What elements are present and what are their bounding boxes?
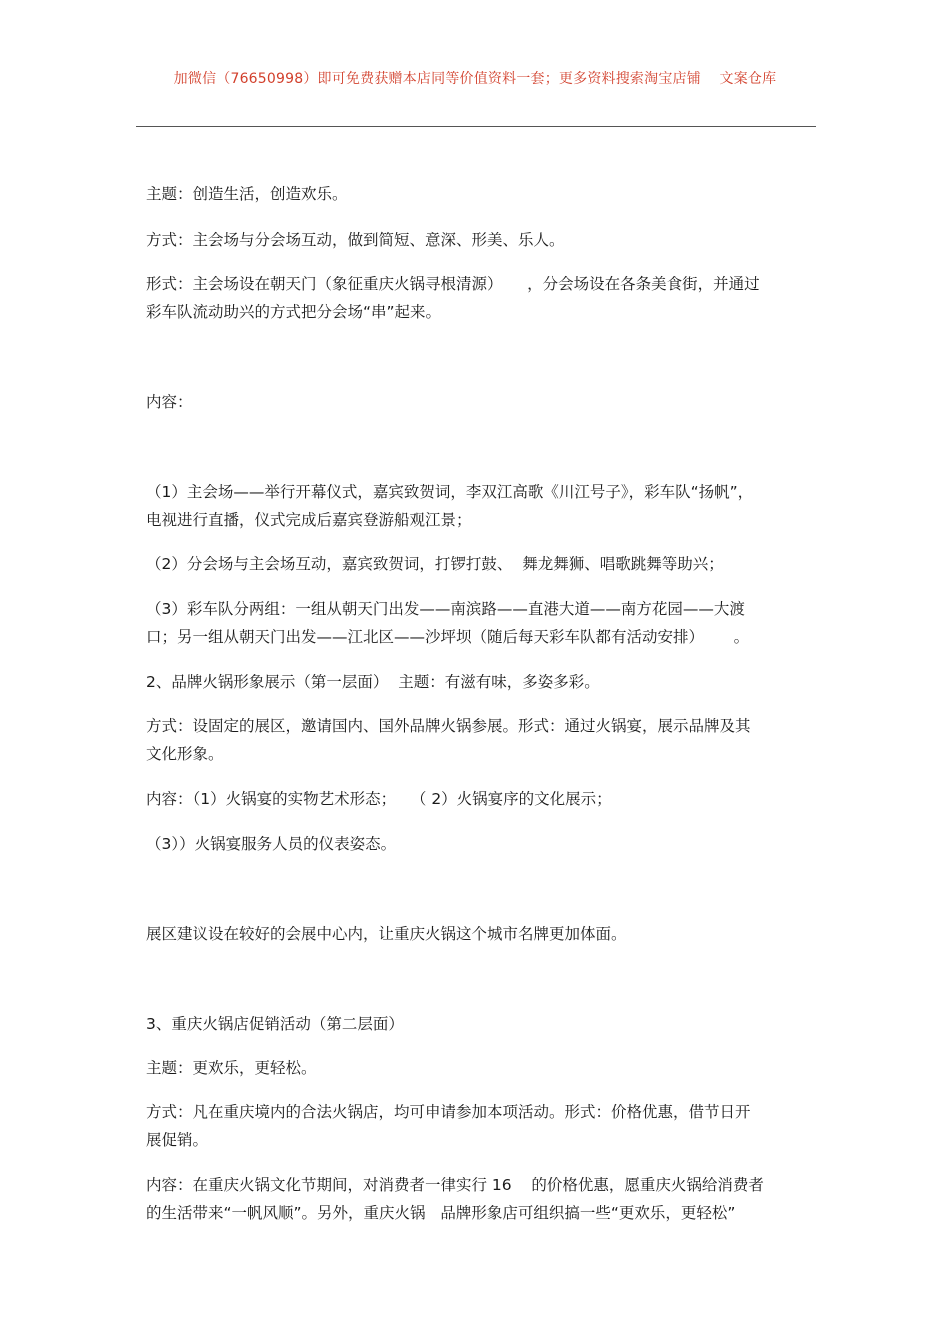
- paragraph-item3-line2: 口；另一组从朝天门出发——江北区——沙坪坝（随后每天彩车队都有活动安排） 。: [146, 628, 750, 646]
- paragraph-s3-theme: 主题：更欢乐，更轻松。: [146, 1059, 317, 1077]
- paragraph-method: 方式：主会场与分会场互动，做到简短、意深、形美、乐人。: [146, 231, 565, 249]
- header-divider: [136, 126, 816, 127]
- paragraph-item2: （2）分会场与主会场互动，嘉宾致贺词，打锣打鼓、 舞龙舞狮、唱歌跳舞等助兴；: [146, 555, 724, 573]
- paragraph-s2-item3: （3））火锅宴服务人员的仪表姿态。: [146, 835, 397, 853]
- paragraph-form-line2: 彩车队流动助兴的方式把分会场“串”起来。: [146, 303, 442, 321]
- paragraph-exhibition-note: 展区建议设在较好的会展中心内，让重庆火锅这个城市名牌更加体面。: [146, 925, 627, 943]
- paragraph-form-line1: 形式：主会场设在朝天门（象征重庆火锅寻根清源） ，分会场设在各条美食街，并通过: [146, 275, 760, 293]
- paragraph-s2-content: 内容：（1）火锅宴的实物艺术形态； （ 2）火锅宴序的文化展示；: [146, 790, 612, 808]
- section-3-heading: 3、重庆火锅店促销活动（第二层面）: [146, 1015, 404, 1033]
- paragraph-item1-line1: （1）主会场——举行开幕仪式，嘉宾致贺词，李双江高歌《川江号子》，彩车队“扬帆”，: [146, 483, 754, 501]
- paragraph-s2-method-line2: 文化形象。: [146, 745, 224, 763]
- paragraph-s3-method-line1: 方式：凡在重庆境内的合法火锅店，均可申请参加本项活动。形式：价格优惠，借节日开: [146, 1103, 751, 1121]
- header-promo-note: 加微信（76650998）即可免费获赠本店同等价值资料一套；更多资料搜索淘宝店铺 文案仓库: [173, 71, 777, 87]
- paragraph-item3-line1: （3）彩车队分两组：一组从朝天门出发——南滨路——直港大道——南方花园——大渡: [146, 600, 745, 618]
- paragraph-s3-method-line2: 展促销。: [146, 1131, 209, 1149]
- paragraph-content-heading: 内容：: [146, 393, 193, 411]
- section-2-heading: 2、品牌火锅形象展示（第一层面） 主题：有滋有味，多姿多彩。: [146, 673, 600, 691]
- paragraph-theme: 主题：创造生活，创造欢乐。: [146, 185, 348, 203]
- paragraph-s3-content-line1: 内容：在重庆火锅文化节期间，对消费者一律实行 16 的价格优惠，愿重庆火锅给消费者: [146, 1176, 764, 1194]
- paragraph-s3-content-line2: 的生活带来“一帆风顺”。另外，重庆火锅 品牌形象店可组织搞一些“更欢乐，更轻松”: [146, 1204, 736, 1222]
- paragraph-item1-line2: 电视进行直播，仪式完成后嘉宾登游船观江景；: [146, 511, 472, 529]
- paragraph-s2-method-line1: 方式：设固定的展区，邀请国内、国外品牌火锅参展。形式：通过火锅宴，展示品牌及其: [146, 717, 751, 735]
